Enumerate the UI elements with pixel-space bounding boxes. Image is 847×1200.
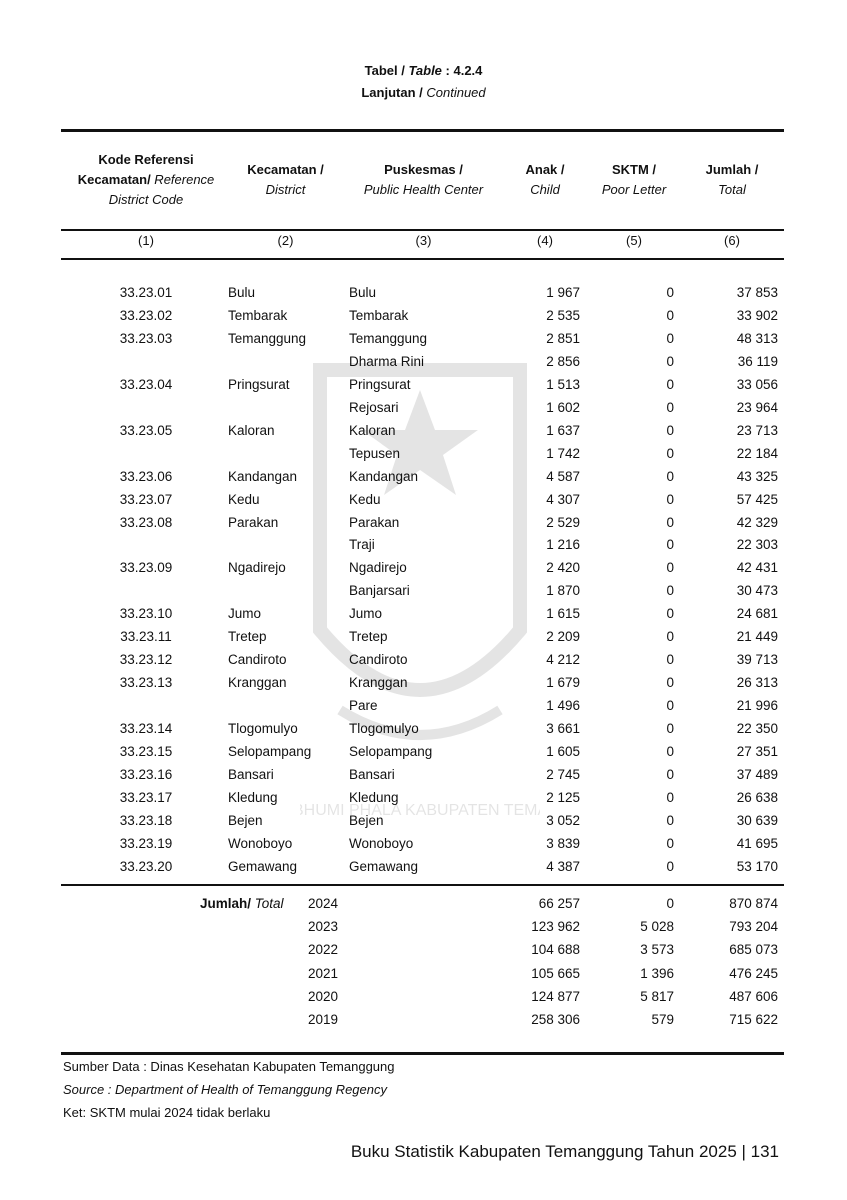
poor-letter-cell: 0 <box>666 353 674 369</box>
district-cell: Bulu <box>228 285 256 300</box>
total-cell: 22 184 <box>736 445 778 461</box>
poor-letter-cell: 0 <box>666 858 674 874</box>
health-center-cell: Gemawang <box>349 858 419 874</box>
poor-letter-cell: 0 <box>666 468 674 484</box>
district-cell: Pringsurat <box>228 376 290 392</box>
header-district: Kecamatan / District <box>247 162 324 197</box>
child-cell: 123 962 <box>531 919 580 935</box>
poor-letter-cell: 0 <box>666 789 674 805</box>
year-cell: 2022 <box>308 942 339 958</box>
table-bottom-rule <box>61 1052 784 1055</box>
child-cell: 1 870 <box>546 583 580 599</box>
poor-letter-cell: 579 <box>651 1012 674 1027</box>
district-code-cell: 33.23.14 <box>119 721 173 737</box>
total-cell: 793 204 <box>729 919 778 935</box>
total-cell: 21 996 <box>736 698 778 714</box>
poor-letter-cell: 0 <box>666 629 674 645</box>
district-cell: Bejen <box>228 812 263 828</box>
poor-letter-cell: 0 <box>666 445 674 461</box>
total-cell: 715 622 <box>729 1012 778 1027</box>
total-cell: 476 245 <box>729 965 778 981</box>
total-cell: 21 449 <box>736 629 778 645</box>
district-cell: Kandangan <box>228 468 298 484</box>
column-number: (4) <box>537 233 553 248</box>
total-cell: 870 874 <box>729 896 778 911</box>
total-cell: 37 853 <box>736 285 778 300</box>
column-number: (5) <box>626 233 642 248</box>
poor-letter-cell: 0 <box>666 537 674 553</box>
district-code-cell: 33.23.13 <box>119 675 173 691</box>
health-center-cell: Traji <box>349 537 375 553</box>
total-cell: 53 170 <box>736 858 778 874</box>
poor-letter-cell: 0 <box>666 896 674 911</box>
district-cell: Parakan <box>228 514 279 530</box>
source-note-id: Sumber Data : Dinas Kesehatan Kabupaten Temanggung <box>63 1059 395 1074</box>
district-code-cell: 33.23.20 <box>119 858 173 874</box>
total-cell: 39 713 <box>736 652 778 668</box>
health-center-cell: Kledung <box>349 789 399 805</box>
district-cell: Bansari <box>228 766 274 782</box>
total-cell: 57 425 <box>736 491 778 507</box>
total-cell: 41 695 <box>736 835 778 851</box>
poor-letter-cell: 0 <box>666 606 674 622</box>
total-cell: 36 119 <box>737 353 778 369</box>
total-cell: 37 489 <box>736 766 778 782</box>
total-cell: 48 313 <box>736 330 778 346</box>
health-center-cell: Bejen <box>349 812 384 828</box>
district-cell: Candiroto <box>228 652 287 668</box>
child-cell: 2 529 <box>546 514 580 530</box>
district-code-cell: 33.23.04 <box>119 376 173 392</box>
poor-letter-cell: 0 <box>666 675 674 691</box>
district-code-cell: 33.23.07 <box>119 491 173 507</box>
health-center-cell: Bulu <box>349 285 377 300</box>
district-cell: Tlogomulyo <box>228 721 298 737</box>
district-code-cell: 33.23.10 <box>119 606 173 622</box>
district-cell: Tembarak <box>228 307 288 323</box>
district-code-cell: 33.23.11 <box>120 629 172 645</box>
total-cell: 43 325 <box>736 468 778 484</box>
child-cell: 2 856 <box>546 353 580 369</box>
poor-letter-cell: 0 <box>666 766 674 782</box>
poor-letter-cell: 0 <box>666 491 674 507</box>
header-child: Anak / Child <box>525 162 565 197</box>
poor-letter-cell: 0 <box>666 583 674 599</box>
poor-letter-cell: 0 <box>666 721 674 737</box>
total-cell: 30 639 <box>736 812 778 828</box>
total-cell: 23 964 <box>736 399 778 415</box>
year-cell: 2023 <box>308 919 339 935</box>
year-cell: 2019 <box>308 1012 339 1027</box>
year-cell: 2024 <box>308 896 339 911</box>
health-center-cell: Dharma Rini <box>349 353 425 369</box>
total-cell: 33 056 <box>736 376 778 392</box>
poor-letter-cell: 0 <box>666 514 674 530</box>
column-number-bottom-rule <box>61 258 784 260</box>
total-cell: 24 681 <box>736 606 778 622</box>
health-center-cell: Kandangan <box>349 468 419 484</box>
health-center-cell: Pare <box>349 698 378 714</box>
poor-letter-cell: 0 <box>666 376 674 392</box>
child-cell: 104 688 <box>531 942 580 958</box>
child-cell: 4 587 <box>546 468 580 484</box>
child-cell: 2 420 <box>546 560 580 576</box>
header-health-center: Puskesmas / Public Health Center <box>363 162 484 197</box>
district-code-cell: 33.23.17 <box>119 789 173 805</box>
child-cell: 1 602 <box>546 399 580 415</box>
child-cell: 1 615 <box>546 606 580 622</box>
poor-letter-cell: 1 396 <box>640 965 674 981</box>
district-code-cell: 33.23.08 <box>119 514 173 530</box>
district-cell: Kedu <box>228 491 260 507</box>
child-cell: 4 212 <box>546 652 580 668</box>
child-cell: 1 679 <box>546 675 580 691</box>
child-cell: 66 257 <box>538 896 580 911</box>
total-cell: 685 073 <box>729 942 778 958</box>
district-code-cell: 33.23.19 <box>119 835 173 851</box>
child-cell: 2 745 <box>546 766 580 782</box>
total-cell: 30 473 <box>736 583 778 599</box>
child-cell: 2 535 <box>546 307 580 323</box>
health-center-cell: Pringsurat <box>349 376 411 392</box>
child-cell: 3 661 <box>546 721 580 737</box>
table-title: Tabel / Table : 4.2.4 Lanjutan / Continued <box>361 63 486 100</box>
poor-letter-cell: 5 028 <box>640 919 674 935</box>
poor-letter-cell: 0 <box>666 399 674 415</box>
district-cell: Gemawang <box>228 858 298 874</box>
header-bottom-rule <box>61 229 784 231</box>
total-cell: 42 431 <box>736 560 778 576</box>
poor-letter-cell: 0 <box>666 744 674 759</box>
header-poor-letter: SKTM / Poor Letter <box>601 162 667 197</box>
health-center-cell: Banjarsari <box>349 583 410 599</box>
district-cell: Kranggan <box>228 675 287 691</box>
health-center-cell: Bansari <box>349 766 395 782</box>
child-cell: 1 496 <box>546 698 580 714</box>
poor-letter-cell: 0 <box>666 560 674 576</box>
poor-letter-cell: 5 817 <box>640 988 674 1004</box>
child-cell: 3 839 <box>546 835 580 851</box>
child-cell: 1 637 <box>546 422 580 438</box>
district-code-cell: 33.23.02 <box>119 307 173 323</box>
header-district-code: Kode Referensi Kecamatan/ Reference District Code <box>77 152 215 207</box>
poor-letter-cell: 0 <box>666 422 674 438</box>
child-cell: 258 306 <box>531 1012 580 1027</box>
poor-letter-cell: 0 <box>666 307 674 323</box>
source-note-en: Source : Department of Health of Temanggung Regency <box>63 1082 387 1097</box>
child-cell: 3 052 <box>546 812 580 828</box>
total-cell: 26 638 <box>736 789 778 805</box>
district-cell: Kaloran <box>228 422 275 438</box>
poor-letter-cell: 0 <box>666 652 674 668</box>
district-code-cell: 33.23.15 <box>119 744 173 759</box>
district-cell: Temanggung <box>228 330 307 346</box>
health-center-cell: Candiroto <box>349 652 408 668</box>
district-cell: Wonoboyo <box>228 835 293 851</box>
district-code-cell: 33.23.01 <box>119 285 173 300</box>
health-center-cell: Tlogomulyo <box>349 721 419 737</box>
total-cell: 27 351 <box>736 744 778 759</box>
total-cell: 22 350 <box>736 721 778 737</box>
district-cell: Tretep <box>228 629 267 645</box>
poor-letter-cell: 0 <box>666 330 674 346</box>
child-cell: 1 742 <box>546 445 580 461</box>
poor-letter-cell: 0 <box>666 835 674 851</box>
district-cell: Jumo <box>228 606 262 622</box>
year-cell: 2021 <box>308 965 339 981</box>
column-number: (2) <box>277 233 294 248</box>
child-cell: 2 851 <box>546 330 580 346</box>
health-center-cell: Kranggan <box>349 675 408 691</box>
health-center-cell: Temanggung <box>349 330 428 346</box>
column-number: (6) <box>724 233 740 248</box>
watermark-text: HUMI PHALA KABUPATEN TEM <box>303 802 538 819</box>
child-cell: 1 605 <box>546 744 580 759</box>
child-cell: 124 877 <box>531 988 580 1004</box>
health-center-cell: Selopampang <box>349 744 433 759</box>
table-top-rule <box>61 129 784 132</box>
child-cell: 105 665 <box>531 965 580 981</box>
health-center-cell: Tembarak <box>349 307 409 323</box>
child-cell: 2 125 <box>546 789 580 805</box>
total-cell: 22 303 <box>736 537 778 553</box>
totals-label: Jumlah/ Total <box>200 896 284 911</box>
health-center-cell: Tretep <box>349 629 388 645</box>
child-cell: 4 307 <box>546 491 580 507</box>
year-cell: 2020 <box>308 988 339 1004</box>
health-center-cell: Kedu <box>349 491 381 507</box>
health-center-cell: Parakan <box>349 514 400 530</box>
child-cell: 2 209 <box>546 629 580 645</box>
district-code-cell: 33.23.03 <box>119 330 173 346</box>
poor-letter-cell: 0 <box>666 812 674 828</box>
district-code-cell: 33.23.12 <box>119 652 173 668</box>
child-cell: 1 216 <box>546 537 580 553</box>
health-center-cell: Ngadirejo <box>349 560 407 576</box>
child-cell: 1 513 <box>546 376 580 392</box>
district-code-cell: 33.23.18 <box>119 812 173 828</box>
total-cell: 23 713 <box>736 422 778 438</box>
total-cell: 33 902 <box>736 307 778 323</box>
sktm-note: Ket: SKTM mulai 2024 tidak berlaku <box>63 1105 271 1120</box>
health-center-cell: Tepusen <box>349 445 401 461</box>
child-cell: 4 387 <box>546 858 580 874</box>
district-code-cell: 33.23.16 <box>119 766 173 782</box>
page-footer: Buku Statistik Kabupaten Temanggung Tahun 2025 | 131 <box>350 1142 779 1161</box>
health-center-cell: Jumo <box>349 606 383 622</box>
poor-letter-cell: 0 <box>666 698 674 714</box>
totals-top-rule <box>61 884 784 886</box>
child-cell: 1 967 <box>546 285 580 300</box>
health-center-cell: Wonoboyo <box>349 835 414 851</box>
header-total: Jumlah / Total <box>705 162 759 197</box>
district-code-cell: 33.23.09 <box>119 560 173 576</box>
district-cell: Selopampang <box>228 744 312 759</box>
district-code-cell: 33.23.06 <box>119 468 173 484</box>
column-number: (3) <box>415 233 432 248</box>
district-cell: Kledung <box>228 789 278 805</box>
total-cell: 26 313 <box>736 675 778 691</box>
poor-letter-cell: 0 <box>666 285 674 300</box>
health-center-cell: Rejosari <box>349 399 399 415</box>
total-cell: 487 606 <box>729 988 778 1004</box>
poor-letter-cell: 3 573 <box>640 942 674 958</box>
district-cell: Ngadirejo <box>228 560 286 576</box>
column-number: (1) <box>138 233 154 248</box>
district-code-cell: 33.23.05 <box>119 422 173 438</box>
total-cell: 42 329 <box>736 514 778 530</box>
health-center-cell: Kaloran <box>349 422 396 438</box>
